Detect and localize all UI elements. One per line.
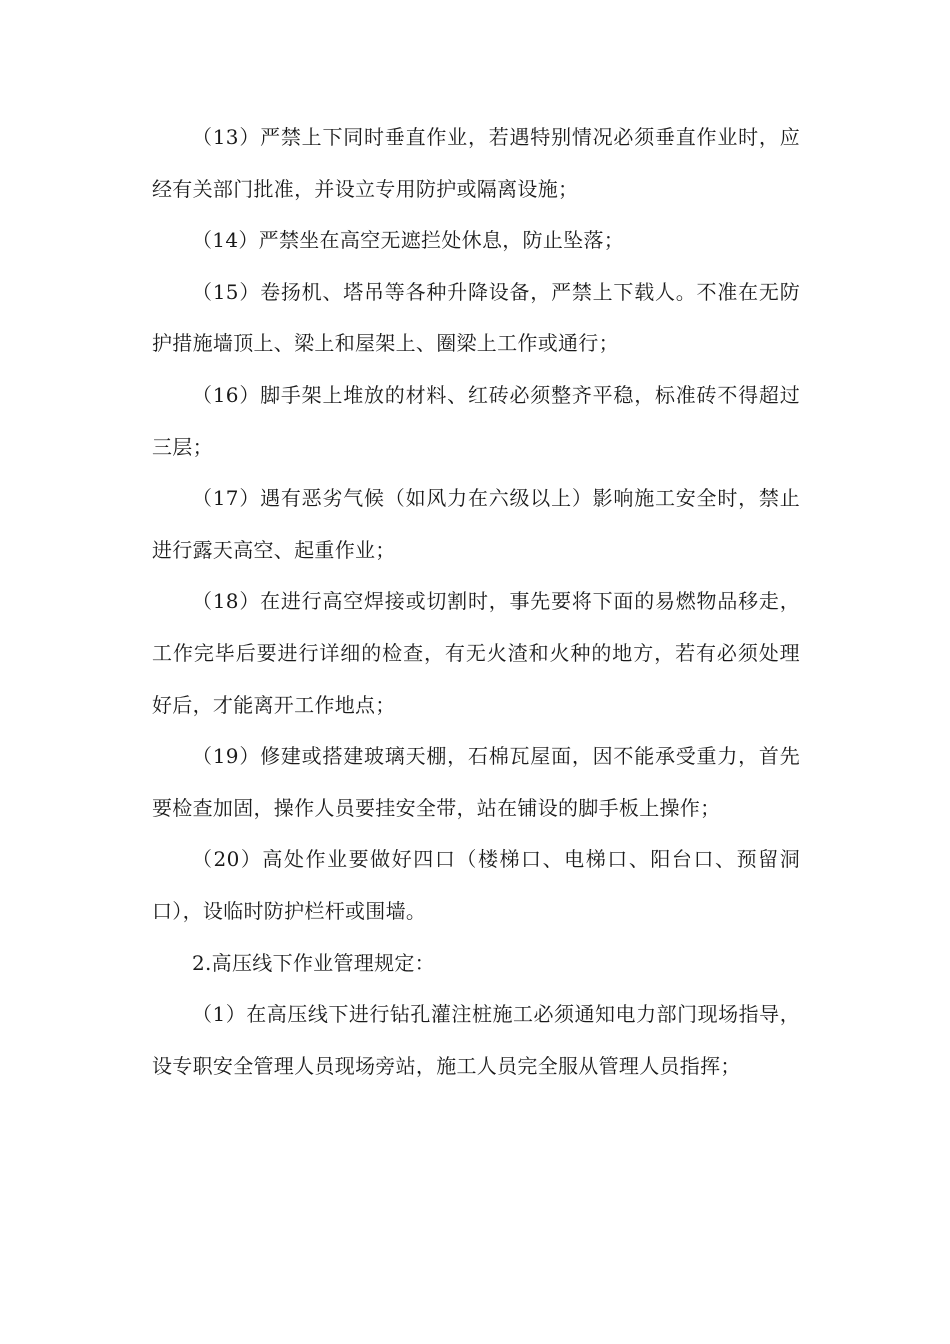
paragraph-item-16: （16）脚手架上堆放的材料、红砖必须整齐平稳，标准砖不得超过三层； [152,382,800,459]
paragraph-item-15: （15）卷扬机、塔吊等各种升降设备，严禁上下载人。不准在无防护措施墙顶上、梁上和屋架上、圈梁上工作或通行； [152,279,800,356]
paragraph-item-13: （13）严禁上下同时垂直作业，若遇特别情况必须垂直作业时，应经有关部门批准，并设立专用防护或隔离设施； [152,125,800,201]
paragraph-item-19: （19）修建或搭建玻璃天棚，石棉瓦屋面，因不能承受重力，首先要检查加固，操作人员要挂安全带，站在铺设的脚手板上操作； [152,744,800,820]
paragraph-item-14: （14）严禁坐在高空无遮拦处休息，防止坠落； [192,228,625,253]
document-body [152,112,800,1092]
paragraph-item-1: （1）在高压线下进行钻孔灌注桩施工必须通知电力部门现场指导，设专职安全管理人员现场旁站，施工人员完全服从管理人员指挥； [152,1002,800,1078]
paragraph-item-20: （20）高处作业要做好四口（楼梯口、电梯口、阳台口、预留洞口），设临时防护栏杆或围墙。 [152,847,800,923]
section-heading: 2.高压线下作业管理规定： [192,950,435,975]
paragraph-item-17: （17）遇有恶劣气候（如风力在六级以上）影响施工安全时，禁止进行露天高空、起重作业； [152,486,800,562]
paragraph-item-18: （18）在进行高空焊接或切割时，事先要将下面的易燃物品移走，工作完毕后要进行详细的检查，有无火渣和火种的地方，若有必须处理好后，才能离开工作地点； [152,589,800,717]
